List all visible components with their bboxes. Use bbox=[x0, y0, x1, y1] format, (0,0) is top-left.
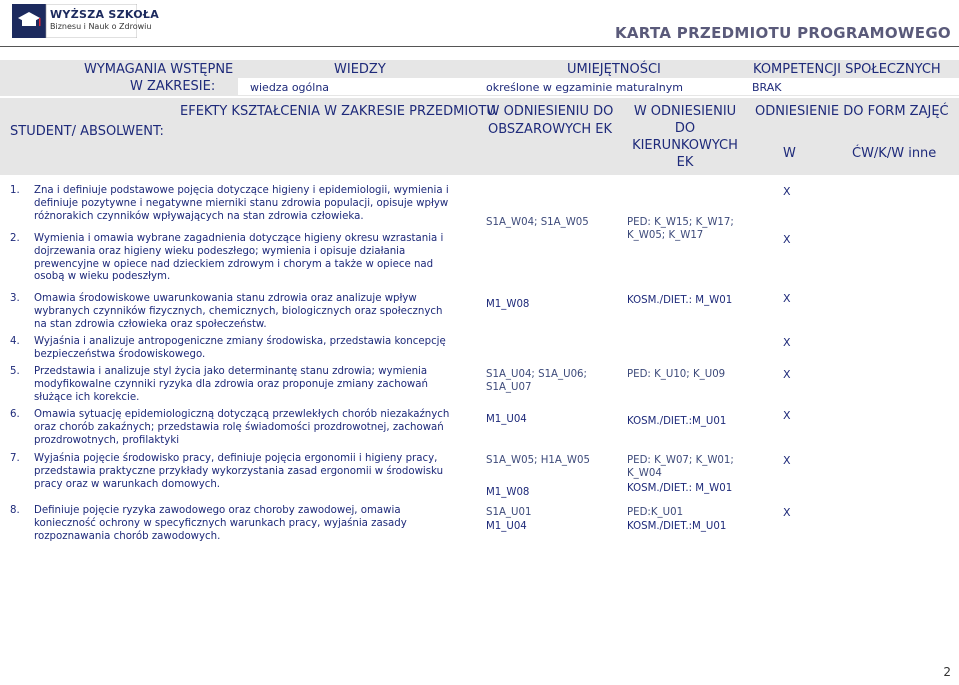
row-5-text: Przedstawia i analizuje styl życia jako determinantę stanu zdrowia; wymienia modyfikowalne czynniki ryzyka dla zdrowia oraz proponuje zmiany zachowań służące ich korekcie. bbox=[34, 366, 428, 403]
field-code-1: S1A_W04; S1A_W05 bbox=[486, 217, 589, 228]
knowledge-value: wiedza ogólna bbox=[250, 81, 330, 94]
skills-value: określone w egzaminie maturalnym bbox=[486, 81, 683, 94]
row-7-text: Wyjaśnia pojęcie środowisko pracy, definiuje pojęcia ergonomii i higieny pracy, przedstawia praktyczne przykłady wykorzystania zasad ergonomii w środowisku pracy oraz w warunkach domowych. bbox=[34, 453, 444, 490]
row-1-form-mark: X bbox=[783, 185, 791, 198]
row-2-form-mark: X bbox=[783, 233, 791, 246]
logo-title: WYŻSZA SZKOŁA bbox=[50, 8, 160, 21]
requirements-label-line2: W ZAKRESIE: bbox=[130, 79, 216, 94]
direction-code-6: KOSM./DIET.:M_U01 bbox=[627, 416, 727, 427]
row-2-number: 2. bbox=[10, 233, 20, 244]
forms-header: ODNIESIENIE DO FORM ZAJĘĆ bbox=[755, 104, 949, 119]
row-3-form-mark: X bbox=[783, 292, 791, 305]
field-code-5-line1: S1A_U04; S1A_U06; bbox=[486, 369, 587, 380]
competencies-value: BRAK bbox=[752, 81, 782, 94]
direction-code-8a: PED:K_U01 bbox=[627, 507, 684, 518]
field-code-7b: M1_W08 bbox=[486, 487, 530, 498]
row-8-text: Definiuje pojęcie ryzyka zawodowego oraz choroby zawodowej, omawia konieczność ochrony w specyficznych warunkach pracy, wyjaśnia zasady rozpoznawania chorób zawodowych. bbox=[34, 505, 407, 542]
skills-header: UMIEJĘTNOŚCI bbox=[567, 62, 661, 77]
row-1-text: Zna i definiuje podstawowe pojęcia dotyczące higieny i epidemiologii, wymienia i definiuje pozytywne i negatywne mierniki stanu zdrowia populacji, opisuje wpływ różnorakich czynników wpływających na stan zdrowia człowieka. bbox=[34, 185, 449, 222]
field-effects-line2: OBSZAROWYCH EK bbox=[487, 122, 613, 137]
field-code-7a: S1A_W05; H1A_W05 bbox=[486, 455, 590, 466]
row-3-number: 3. bbox=[10, 293, 20, 304]
row-6-number: 6. bbox=[10, 409, 20, 420]
field-code-8a: S1A_U01 bbox=[486, 507, 532, 518]
row-6-form-mark: X bbox=[783, 409, 791, 422]
student-label: STUDENT/ ABSOLWENT: bbox=[10, 124, 164, 139]
row-8-number: 8. bbox=[10, 505, 20, 516]
row-3-text: Omawia środowiskowe uwarunkowania stanu zdrowia oraz analizuje wpływ wybranych czynników fizycznych, chemicznych, biologicznych oraz społecznych na stan zdrowia człowieka oraz społeczeństw. bbox=[34, 293, 443, 330]
row-2-text: Wymienia i omawia wybrane zagadnienia dotyczące higieny okresu wzrastania i dojrzewania oraz higieny wieku podeszłego; wymienia i opisuje działania prewencyjne w opiece nad dzieckiem zdrowym i chorym a także w opiece nad osobą w wieku podeszłym. bbox=[34, 233, 444, 283]
field-code-6: M1_U04 bbox=[486, 414, 527, 425]
title-rule bbox=[0, 46, 959, 47]
form-w-header: W bbox=[783, 146, 796, 161]
row-7-number: 7. bbox=[10, 453, 20, 464]
direction-effects-line2: DO bbox=[674, 121, 696, 136]
direction-effects-line4: EK bbox=[676, 155, 694, 170]
effects-header: EFEKTY KSZTAŁCENIA W ZAKRESIE PRZEDMIOTU bbox=[180, 104, 496, 119]
row-8-form-mark: X bbox=[783, 506, 791, 519]
page-number: 2 bbox=[943, 665, 951, 679]
field-code-8b: M1_U04 bbox=[486, 521, 527, 532]
document-title: KARTA PRZEDMIOTU PROGRAMOWEGO bbox=[614, 24, 951, 42]
direction-code-7-line2: K_W04 bbox=[627, 468, 662, 479]
direction-code-8b: KOSM./DIET.:M_U01 bbox=[627, 521, 727, 532]
row-4-text: Wyjaśnia i analizuje antropogeniczne zmiany środowiska, przedstawia koncepcję bezpieczeństwa środowiskowego. bbox=[34, 336, 446, 360]
direction-code-1-line2: K_W05; K_W17 bbox=[627, 230, 704, 241]
direction-code-7-line1: PED: K_W07; K_W01; bbox=[627, 455, 734, 466]
row-7-form-mark: X bbox=[783, 454, 791, 467]
row-4-form-mark: X bbox=[783, 336, 791, 349]
direction-effects-line3: KIERUNKOWYCH bbox=[632, 138, 738, 153]
logo-subtitle: Biznesu i Nauk o Zdrowiu bbox=[50, 22, 152, 31]
direction-code-7-line3: KOSM./DIET.: M_W01 bbox=[627, 483, 733, 494]
field-code-3: M1_W08 bbox=[486, 299, 530, 310]
field-code-5-line2: S1A_U07 bbox=[486, 382, 532, 393]
direction-code-5: PED: K_U10; K_U09 bbox=[627, 369, 726, 380]
competencies-header: KOMPETENCJI SPOŁECZNYCH bbox=[753, 62, 941, 77]
direction-code-1-line1: PED: K_W15; K_W17; bbox=[627, 217, 734, 228]
form-other-header: ĆW/K/W inne bbox=[852, 146, 937, 161]
direction-effects-line1: W ODNIESIENIU bbox=[633, 104, 737, 119]
field-effects-line1: W ODNIESIENIU DO bbox=[486, 104, 614, 119]
row-5-number: 5. bbox=[10, 366, 20, 377]
knowledge-header: WIEDZY bbox=[334, 62, 386, 77]
row-1-number: 1. bbox=[10, 185, 20, 196]
row-6-text: Omawia sytuację epidemiologiczną dotyczącą przewlekłych chorób niezakaźnych oraz chorób zakaźnych; przedstawia rolę świadomości prozdrowotnej, zachowań prozdrowotnych, profilaktyki bbox=[34, 409, 450, 446]
row-5-form-mark: X bbox=[783, 368, 791, 381]
row-4-number: 4. bbox=[10, 336, 20, 347]
direction-code-3: KOSM./DIET.: M_W01 bbox=[627, 295, 733, 306]
requirements-label-line1: WYMAGANIA WSTĘPNE bbox=[84, 62, 234, 77]
